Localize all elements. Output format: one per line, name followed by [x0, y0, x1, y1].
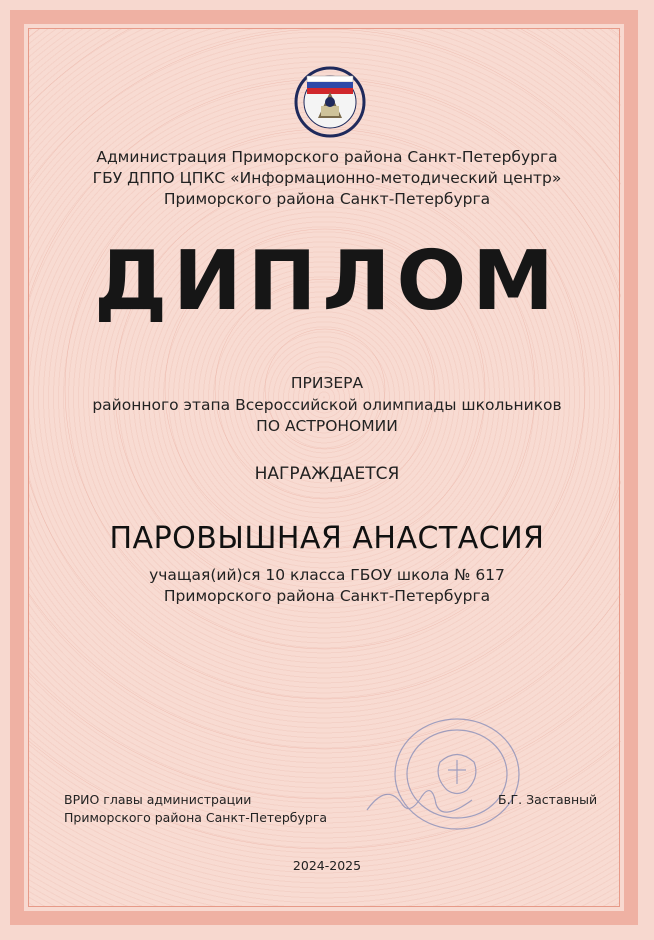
signer-position-line-2: Приморского района Санкт-Петербурга [64, 810, 328, 825]
signer-position-line-1: ВРИО главы администрации [64, 792, 252, 807]
organization-line-1: Администрация Приморского района Санкт-Петербурга [96, 148, 558, 166]
recipient-student-line: учащая(ий)ся 10 класса ГБОУ школа № 617 [149, 566, 505, 584]
organization-line-3: Приморского района Санкт-Петербурга [163, 190, 491, 208]
award-stage: районного этапа Всероссийской олимпиады школьников [92, 396, 562, 414]
diploma-title: ДИПЛОМ [94, 234, 560, 329]
academic-year: 2024-2025 [292, 858, 362, 873]
olympiad-emblem-icon [285, 62, 375, 140]
signer-name: Б.Г. Заставный [498, 792, 598, 807]
recipient-district-line: Приморского района Санкт-Петербурга [163, 587, 491, 605]
award-prizer: ПРИЗЕРА [290, 374, 364, 392]
awarded-label: НАГРАЖДАЕТСЯ [254, 464, 400, 484]
award-subject: ПО АСТРОНОМИИ [256, 417, 398, 435]
organization-line-2: ГБУ ДППО ЦПКС «Информационно-методический центр» [92, 169, 562, 187]
recipient-name: ПАРОВЫШНАЯ АНАСТАСИЯ [109, 521, 545, 556]
official-stamp-icon [362, 712, 532, 842]
